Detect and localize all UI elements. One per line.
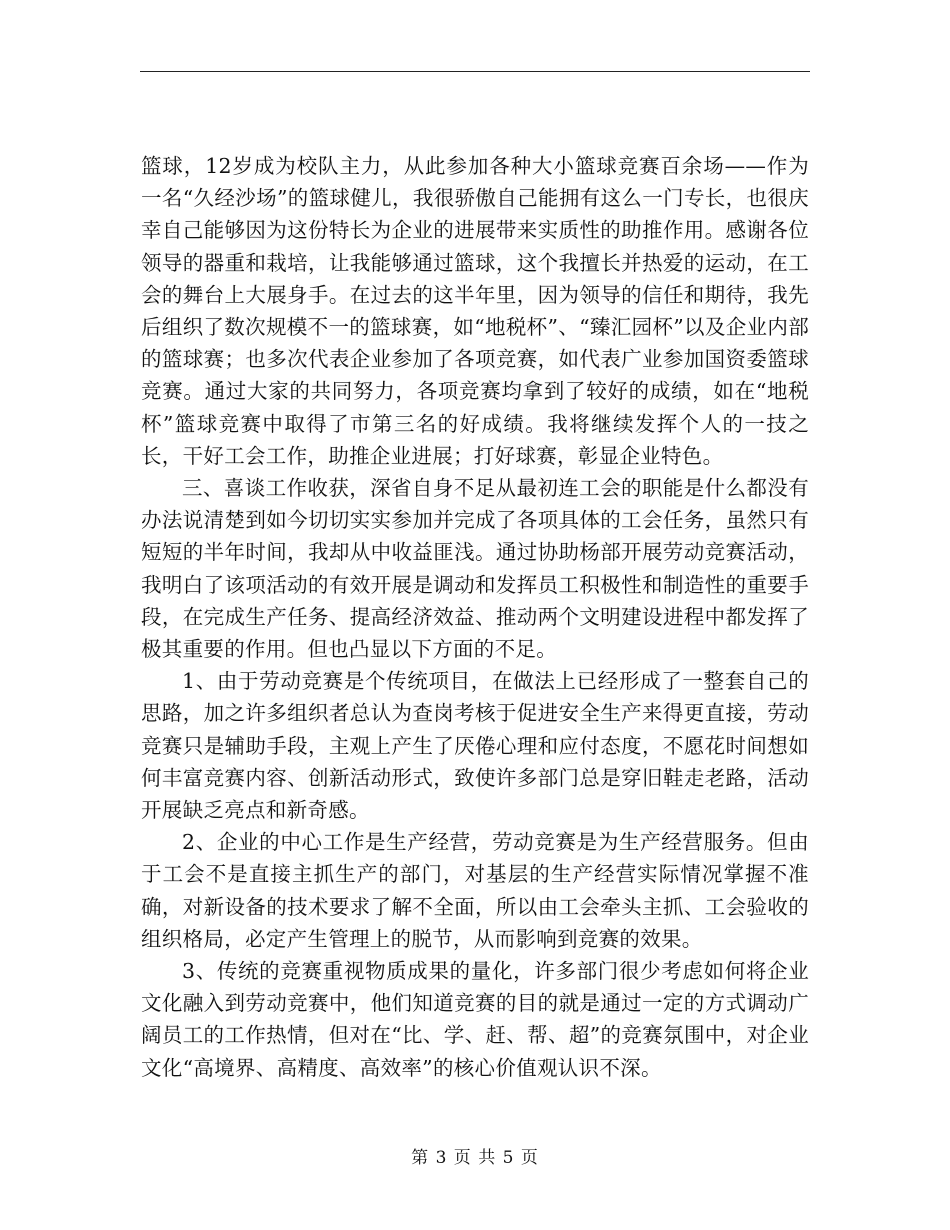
document-body <box>141 150 809 1084</box>
header-rule <box>140 71 810 72</box>
body-paragraph: 三、喜谈工作收获，深省自身不足从最初连工会的职能是什么都没有办法说清楚到如今切切实实参加并完成了各项具体的工会任务，虽然只有短短的半年时间，我却从中收益匪浅。通过协助杨部开展劳动竞赛活动，我明白了该项活动的有效开展是调动和发挥员工积极性和制造性的重要手段，在完成生产任务、提高经济效益、推动两个文明建设进程中都发挥了极其重要的作用。但也凸显以下方面的不足。 <box>141 476 809 662</box>
body-paragraph: 1、由于劳动竞赛是个传统项目，在做法上已经形成了一整套自己的思路，加之许多组织者总认为查岗考核于促进安全生产来得更直接，劳动竞赛只是辅助手段，主观上产生了厌倦心理和应付态度，不愿花时间想如何丰富竞赛内容、创新活动形式，致使许多部门总是穿旧鞋走老路，活动开展缺乏亮点和新奇感。 <box>141 669 809 823</box>
body-paragraph: 2、企业的中心工作是生产经营，劳动竞赛是为生产经营服务。但由于工会不是直接主抓生产的部门，对基层的生产经营实际情况掌握不准确，对新设备的技术要求了解不全面，所以由工会牵头主抓、工会验收的组织格局，必定产生管理上的脱节，从而影响到竞赛的效果。 <box>141 830 809 951</box>
page-number-footer: 第 3 页 共 5 页 <box>411 1148 539 1168</box>
body-paragraph: 篮球，12岁成为校队主力，从此参加各种大小篮球竞赛百余场——作为一名“久经沙场”的篮球健儿，我很骄傲自己能拥有这么一门专长，也很庆幸自己能够因为这份特长为企业的进展带来实质性的助推作用。感谢各位领导的器重和栽培，让我能够通过篮球，这个我擅长并热爱的运动，在工会的舞台上大展身手。在过去的这半年里，因为领导的信任和期待，我先后组织了数次规模不一的篮球赛，如“地税杯”、“臻汇园杯”以及企业内部的篮球赛；也多次代表企业参加了各项竞赛，如代表广业参加国资委篮球竞赛。通过大家的共同努力，各项竞赛均拿到了较好的成绩，如在“地税杯”篮球竞赛中取得了市第三名的好成绩。我将继续发挥个人的一技之长，干好工会工作，助推企业进展；打好球赛，彰显企业特色。 <box>141 154 809 468</box>
body-paragraph: 3、传统的竞赛重视物质成果的量化，许多部门很少考虑如何将企业文化融入到劳动竞赛中，他们知道竞赛的目的就是通过一定的方式调动广阔员工的工作热情，但对在“比、学、赶、帮、超”的竞赛氛围中，对企业文化“高境界、高精度、高效率”的核心价值观认识不深。 <box>141 959 809 1080</box>
